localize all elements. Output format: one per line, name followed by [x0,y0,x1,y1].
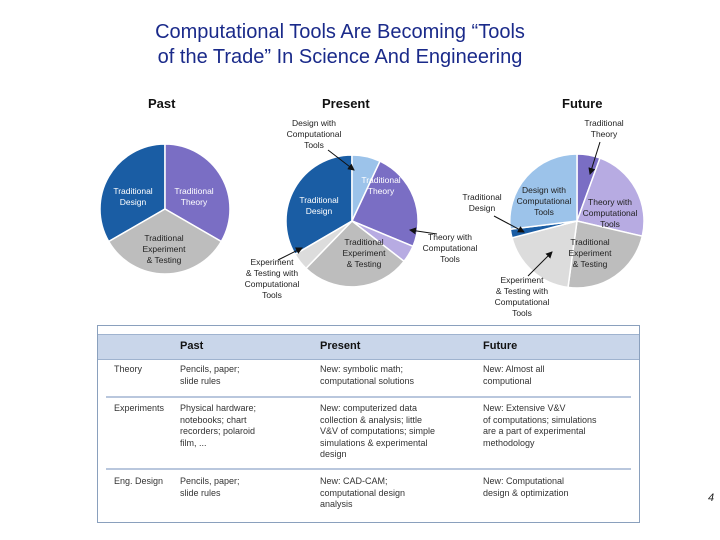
past-label-experiment: Traditional Experiment & Testing [142,233,186,265]
row-separator [106,396,631,398]
row-theory-label: Theory [114,364,143,374]
present-label-experiment: Traditional Experiment & Testing [342,237,386,269]
future-label-design-comp: Design with Computational Tools [516,185,572,217]
header-present: Present [320,340,361,352]
past-label-theory: Traditional Theory [174,186,214,207]
row-design-label: Eng. Design [114,476,164,486]
header-past: Past [180,340,204,352]
past-label-design: Traditional Design [113,186,153,207]
row-theory-past: Pencils, paper; slide rules [180,364,240,386]
row-experiments-past: Physical hardware; notebooks; chart recorders; polaroid film, ... [180,403,257,448]
future-heading: Future [562,96,603,111]
future-label-experiment: Traditional Experiment & Testing [568,237,612,269]
future-callout-theory: Traditional Theory [584,118,624,139]
past-heading: Past [148,96,176,111]
present-label-design: Traditional Design [299,195,339,216]
table-header [98,334,639,360]
future-label-theory-comp: Theory with Computational Tools [582,197,638,229]
present-callout-design: Design with Computational Tools [286,118,342,150]
slide-title: Computational Tools Are Becoming “Tools of the Trade” In Science And Engineering [155,21,525,68]
page-number: 4 [708,492,715,504]
row-theory-present: New: symbolic math; computational solutions [320,364,415,386]
row-experiments-future: New: Extensive V&V of computations; simulations are a part of experimental methodology [483,403,597,448]
future-callout-design: Traditional Design [462,192,502,213]
comparison-table [97,325,640,523]
present-label-theory: Traditional Theory [361,175,401,196]
present-callout-theory: Theory with Computational Tools [422,232,478,264]
row-experiments-label: Experiments [114,403,165,413]
future-callout-experiment: Experiment & Testing with Computational Tools [494,275,550,318]
row-theory-future: New: Almost all computional [483,364,545,386]
row-design-present: New: CAD-CAM; computational design analysis [320,476,406,509]
pie-diagrams [0,88,720,324]
row-experiments-present: New: computerized data collection & analysis; little V&V of computations; simple simulations & experimental design [320,403,436,459]
row-design-future: New: Computational design & optimization [483,476,569,498]
row-separator [106,468,631,470]
present-callout-experiment: Experiment & Testing with Computational Tools [244,257,300,300]
row-design-past: Pencils, paper; slide rules [180,476,240,498]
header-future: Future [483,340,518,352]
present-heading: Present [322,96,370,111]
